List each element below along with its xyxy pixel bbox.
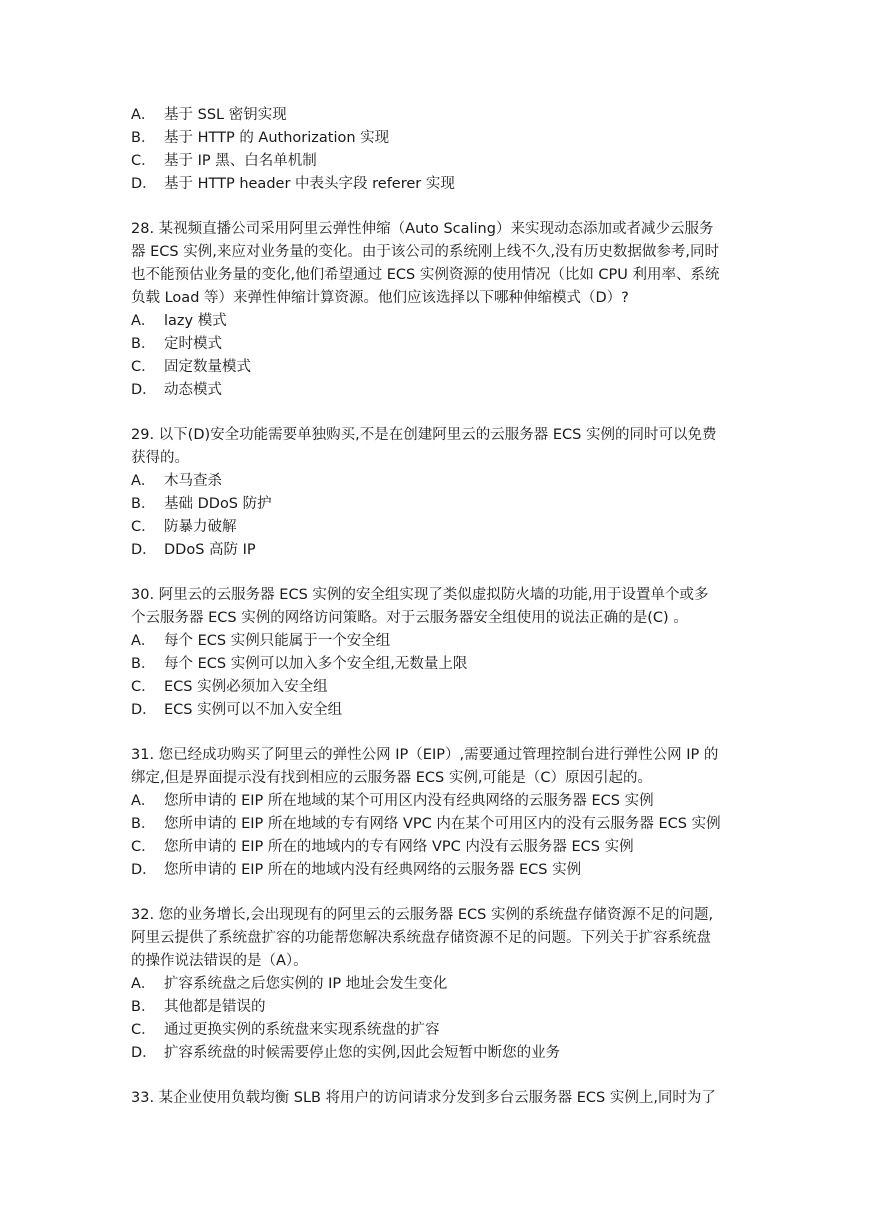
option-letter: B． [131,130,156,146]
option-letter: D． [131,862,157,878]
option-text: 扩容系统盘的时候需要停止您的实例,因此会短暂中断您的业务 [164,1045,561,1061]
option-row [131,836,743,859]
option-row [131,813,743,836]
question-stem [131,218,743,310]
question-30 [131,584,743,722]
option-text: 动态模式 [164,382,222,398]
option-letter: A． [131,633,156,649]
option-letter: C． [131,839,156,855]
option-letter: B． [131,999,156,1015]
option-row [131,630,743,653]
option-letter: A． [131,793,156,809]
option-text: 每个 ECS 实例只能属于一个安全组 [164,633,391,649]
option-text: ECS 实例可以不加入安全组 [164,702,343,718]
option-text: 定时模式 [164,336,222,352]
option-row [131,676,743,699]
stem-line: 32. 您的业务增长,会出现现有的阿里云的云服务器 ECS 实例的系统盘存储资源不足的问题, [131,907,714,923]
option-text: lazy 模式 [164,313,227,329]
option-letter: A． [131,976,156,992]
prev-question-options [131,104,743,196]
stem-line: 个云服务器 ECS 实例的网络访问策略。对于云服务器安全组使用的说法正确的是(C) 。 [131,610,688,626]
stem-line: 的操作说法错误的是（A）。 [131,953,308,969]
stem-line: 负载 Load 等）来弹性伸缩计算资源。他们应该选择以下哪种伸缩模式（D）? [131,290,629,306]
document-content [131,104,743,1110]
option-letter: D． [131,382,157,398]
option-text: 防暴力破解 [164,519,237,535]
option-text: 木马查杀 [164,473,222,489]
question-32 [131,904,743,1065]
option-text: 基于 SSL 密钥实现 [164,107,287,123]
option-row [131,1019,743,1042]
option-row [131,790,743,813]
stem-line: 31. 您已经成功购买了阿里云的弹性公网 IP（EIP）,需要通过管理控制台进行弹性公网 IP 的 [131,747,719,763]
option-text: 基于 IP 黑、白名单机制 [164,153,317,169]
option-letter: D． [131,542,157,558]
stem-line: 30. 阿里云的云服务器 ECS 实例的安全组实现了类似虚拟防火墙的功能,用于设置单个或多 [131,587,709,603]
option-row [131,356,743,379]
stem-line: 也不能预估业务量的变化,他们希望通过 ECS 实例资源的使用情况（比如 CPU 利用率、系统 [131,267,720,283]
stem-line: 28. 某视频直播公司采用阿里云弹性伸缩（Auto Scaling）来实现动态添加或者减少云服务 [131,221,714,237]
option-row [131,150,743,173]
stem-line: 绑定,但是界面提示没有找到相应的云服务器 ECS 实例,可能是（C）原因引起的。 [131,770,653,786]
option-row [131,310,743,333]
question-stem [131,424,743,470]
stem-line: 获得的。 [131,450,189,466]
option-letter: C． [131,153,156,169]
option-text: 您所申请的 EIP 所在地域的某个可用区内没有经典网络的云服务器 ECS 实例 [164,793,654,809]
option-row [131,127,743,150]
question-stem [131,584,743,630]
option-letter: A． [131,473,156,489]
option-letter: C． [131,1022,156,1038]
question-stem [131,744,743,790]
option-letter: D． [131,702,157,718]
stem-line: 33. 某企业使用负载均衡 SLB 将用户的访问请求分发到多台云服务器 ECS 实例上,同时为了 [131,1090,716,1106]
option-text: 通过更换实例的系统盘来实现系统盘的扩容 [164,1022,440,1038]
option-letter: A． [131,107,156,123]
option-letter: A． [131,313,156,329]
option-row [131,996,743,1019]
option-text: 固定数量模式 [164,359,251,375]
option-row [131,859,743,882]
option-row [131,653,743,676]
question-31 [131,744,743,882]
option-text: 其他都是错误的 [164,999,266,1015]
option-row [131,699,743,722]
option-text: ECS 实例必须加入安全组 [164,679,328,695]
question-stem [131,1087,743,1110]
option-text: 您所申请的 EIP 所在地域的专有网络 VPC 内在某个可用区内的没有云服务器 ECS 实例 [164,816,721,832]
option-text: DDoS 高防 IP [164,542,256,558]
option-letter: B． [131,496,156,512]
option-row [131,379,743,402]
option-text: 每个 ECS 实例可以加入多个安全组,无数量上限 [164,656,468,672]
option-letter: D． [131,176,157,192]
option-row [131,493,743,516]
option-text: 您所申请的 EIP 所在的地域内没有经典网络的云服务器 ECS 实例 [164,862,582,878]
option-letter: D． [131,1045,157,1061]
option-text: 基于 HTTP 的 Authorization 实现 [164,130,390,146]
option-text: 基础 DDoS 防护 [164,496,272,512]
option-row [131,539,743,562]
option-row [131,516,743,539]
option-row [131,104,743,127]
option-row [131,1042,743,1065]
option-text: 扩容系统盘之后您实例的 IP 地址会发生变化 [164,976,448,992]
option-text: 基于 HTTP header 中表头字段 referer 实现 [164,176,455,192]
option-letter: C． [131,679,156,695]
question-29 [131,424,743,562]
option-letter: B． [131,656,156,672]
option-text: 您所申请的 EIP 所在的地域内的专有网络 VPC 内没有云服务器 ECS 实例 [164,839,634,855]
option-letter: C． [131,519,156,535]
option-letter: B． [131,336,156,352]
question-33 [131,1087,743,1110]
option-letter: B． [131,816,156,832]
stem-line: 29. 以下(D)安全功能需要单独购买,不是在创建阿里云的云服务器 ECS 实例的同时可以免费 [131,427,717,443]
option-row [131,333,743,356]
question-28 [131,218,743,402]
option-row [131,973,743,996]
stem-line: 器 ECS 实例,来应对业务量的变化。由于该公司的系统刚上线不久,没有历史数据做参考,同时 [131,244,720,260]
option-letter: C． [131,359,156,375]
option-row [131,470,743,493]
question-stem [131,904,743,973]
stem-line: 阿里云提供了系统盘扩容的功能帮您解决系统盘存储资源不足的问题。下列关于扩容系统盘 [131,930,711,946]
option-row [131,173,743,196]
